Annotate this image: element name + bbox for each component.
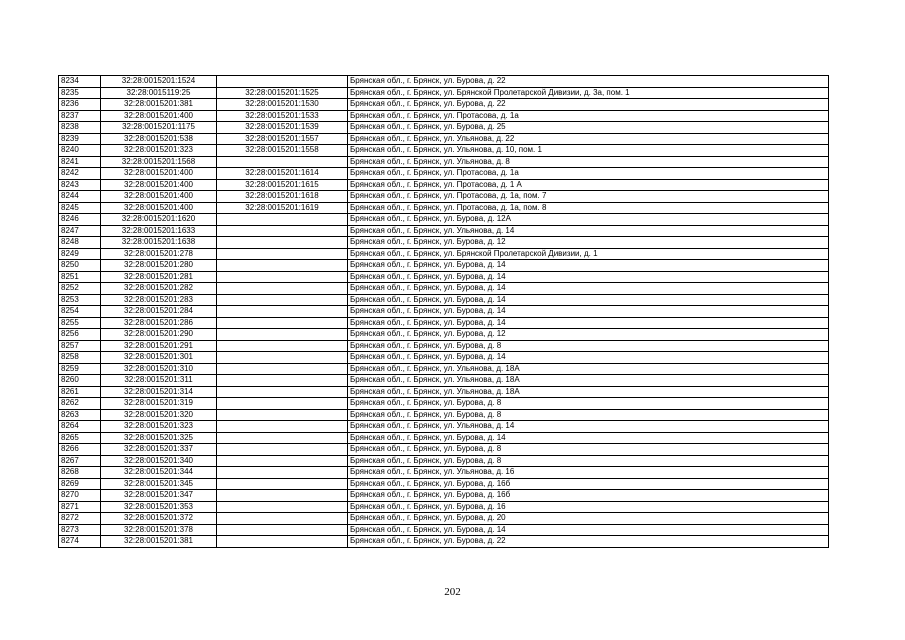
- cadastral-number-cell: 32:28:0015201:323: [101, 145, 217, 157]
- row-number-cell: 8237: [59, 110, 101, 122]
- address-cell: Брянская обл., г. Брянск, ул. Протасова, д. 1а, пом. 7: [348, 191, 829, 203]
- row-number-cell: 8245: [59, 202, 101, 214]
- table-row: [59, 352, 829, 364]
- building-cadastral-cell: [217, 260, 348, 272]
- building-cadastral-cell: [217, 329, 348, 341]
- row-number-cell: 8242: [59, 168, 101, 180]
- building-cadastral-cell: [217, 225, 348, 237]
- cadastral-number-cell: 32:28:0015201:319: [101, 398, 217, 410]
- row-number-cell: 8265: [59, 432, 101, 444]
- cadastral-number-cell: 32:28:0015201:400: [101, 191, 217, 203]
- cadastral-number-cell: 32:28:0015201:301: [101, 352, 217, 364]
- row-number-cell: 8263: [59, 409, 101, 421]
- row-number-cell: 8253: [59, 294, 101, 306]
- row-number-cell: 8261: [59, 386, 101, 398]
- row-number-cell: 8241: [59, 156, 101, 168]
- building-cadastral-cell: [217, 467, 348, 479]
- building-cadastral-cell: 32:28:0015201:1557: [217, 133, 348, 145]
- table-row: [59, 467, 829, 479]
- cadastral-number-cell: 32:28:0015201:1175: [101, 122, 217, 134]
- building-cadastral-cell: [217, 536, 348, 548]
- row-number-cell: 8243: [59, 179, 101, 191]
- cadastral-number-cell: 32:28:0015201:344: [101, 467, 217, 479]
- building-cadastral-cell: [217, 248, 348, 260]
- building-cadastral-cell: [217, 271, 348, 283]
- address-cell: Брянская обл., г. Брянск, ул. Бурова, д. 14: [348, 524, 829, 536]
- row-number-cell: 8254: [59, 306, 101, 318]
- address-cell: Брянская обл., г. Брянск, ул. Брянской Пролетарской Дивизии, д. 3а, пом. 1: [348, 87, 829, 99]
- cadastral-number-cell: 32:28:0015201:314: [101, 386, 217, 398]
- row-number-cell: 8235: [59, 87, 101, 99]
- table-row: [59, 501, 829, 513]
- building-cadastral-cell: 32:28:0015201:1533: [217, 110, 348, 122]
- cadastral-number-cell: 32:28:0015201:278: [101, 248, 217, 260]
- cadastral-number-cell: 32:28:0015201:378: [101, 524, 217, 536]
- building-cadastral-cell: [217, 306, 348, 318]
- table-row: [59, 490, 829, 502]
- building-cadastral-cell: [217, 214, 348, 226]
- cadastral-number-cell: 32:28:0015201:320: [101, 409, 217, 421]
- address-cell: Брянская обл., г. Брянск, ул. Бурова, д. 25: [348, 122, 829, 134]
- building-cadastral-cell: [217, 352, 348, 364]
- cadastral-number-cell: 32:28:0015201:1620: [101, 214, 217, 226]
- cadastral-number-cell: 32:28:0015201:381: [101, 536, 217, 548]
- row-number-cell: 8255: [59, 317, 101, 329]
- address-cell: Брянская обл., г. Брянск, ул. Бурова, д. 12: [348, 237, 829, 249]
- cadastral-number-cell: 32:28:0015201:283: [101, 294, 217, 306]
- table-row: [59, 99, 829, 111]
- address-cell: Брянская обл., г. Брянск, ул. Ульянова, д. 14: [348, 421, 829, 433]
- cadastral-number-cell: 32:28:0015201:284: [101, 306, 217, 318]
- table-row: [59, 133, 829, 145]
- row-number-cell: 8252: [59, 283, 101, 295]
- address-cell: Брянская обл., г. Брянск, ул. Бурова, д. 22: [348, 99, 829, 111]
- address-cell: Брянская обл., г. Брянск, ул. Бурова, д. 16б: [348, 478, 829, 490]
- address-cell: Брянская обл., г. Брянск, ул. Бурова, д. 22: [348, 536, 829, 548]
- table-row: [59, 283, 829, 295]
- row-number-cell: 8257: [59, 340, 101, 352]
- address-cell: Брянская обл., г. Брянск, ул. Бурова, д. 14: [348, 294, 829, 306]
- cadastral-number-cell: 32:28:0015201:310: [101, 363, 217, 375]
- row-number-cell: 8236: [59, 99, 101, 111]
- table-row: [59, 168, 829, 180]
- building-cadastral-cell: [217, 317, 348, 329]
- table-row: [59, 260, 829, 272]
- row-number-cell: 8246: [59, 214, 101, 226]
- cadastral-number-cell: 32:28:0015201:340: [101, 455, 217, 467]
- address-cell: Брянская обл., г. Брянск, ул. Протасова, д. 1а, пом. 8: [348, 202, 829, 214]
- row-number-cell: 8270: [59, 490, 101, 502]
- cadastral-number-cell: 32:28:0015201:1633: [101, 225, 217, 237]
- address-cell: Брянская обл., г. Брянск, ул. Бурова, д. 16б: [348, 490, 829, 502]
- row-number-cell: 8247: [59, 225, 101, 237]
- cadastral-number-cell: 32:28:0015201:281: [101, 271, 217, 283]
- table-row: [59, 455, 829, 467]
- address-cell: Брянская обл., г. Брянск, ул. Бурова, д. 12: [348, 329, 829, 341]
- building-cadastral-cell: [217, 409, 348, 421]
- cadastral-number-cell: 32:28:0015201:1524: [101, 76, 217, 88]
- row-number-cell: 8234: [59, 76, 101, 88]
- table-row: [59, 478, 829, 490]
- row-number-cell: 8272: [59, 513, 101, 525]
- address-cell: Брянская обл., г. Брянск, ул. Ульянова, д. 16: [348, 467, 829, 479]
- building-cadastral-cell: [217, 444, 348, 456]
- cadastral-number-cell: 32:28:0015201:400: [101, 110, 217, 122]
- table-row: [59, 237, 829, 249]
- address-cell: Брянская обл., г. Брянск, ул. Бурова, д. 16: [348, 501, 829, 513]
- row-number-cell: 8262: [59, 398, 101, 410]
- address-cell: Брянская обл., г. Брянск, ул. Бурова, д. 8: [348, 455, 829, 467]
- row-number-cell: 8250: [59, 260, 101, 272]
- cadastral-number-cell: 32:28:0015201:1638: [101, 237, 217, 249]
- address-cell: Брянская обл., г. Брянск, ул. Ульянова, д. 18А: [348, 363, 829, 375]
- address-cell: Брянская обл., г. Брянск, ул. Бурова, д. 20: [348, 513, 829, 525]
- table-row: [59, 398, 829, 410]
- cadastral-number-cell: 32:28:0015201:372: [101, 513, 217, 525]
- building-cadastral-cell: [217, 513, 348, 525]
- cadastral-number-cell: 32:28:0015201:400: [101, 202, 217, 214]
- building-cadastral-cell: [217, 455, 348, 467]
- table-row: [59, 306, 829, 318]
- cadastral-number-cell: 32:28:0015201:323: [101, 421, 217, 433]
- row-number-cell: 8239: [59, 133, 101, 145]
- table-row: [59, 536, 829, 548]
- table-row: [59, 386, 829, 398]
- cadastral-number-cell: 32:28:0015201:381: [101, 99, 217, 111]
- row-number-cell: 8238: [59, 122, 101, 134]
- building-cadastral-cell: 32:28:0015201:1539: [217, 122, 348, 134]
- address-cell: Брянская обл., г. Брянск, ул. Бурова, д. 12А: [348, 214, 829, 226]
- table-row: [59, 271, 829, 283]
- cadastral-number-cell: 32:28:0015201:1568: [101, 156, 217, 168]
- row-number-cell: 8269: [59, 478, 101, 490]
- cadastral-number-cell: 32:28:0015201:400: [101, 168, 217, 180]
- row-number-cell: 8266: [59, 444, 101, 456]
- cadastral-number-cell: 32:28:0015201:282: [101, 283, 217, 295]
- table-row: [59, 214, 829, 226]
- building-cadastral-cell: [217, 386, 348, 398]
- table-row: [59, 87, 829, 99]
- table-row: [59, 444, 829, 456]
- address-cell: Брянская обл., г. Брянск, ул. Бурова, д. 14: [348, 271, 829, 283]
- address-cell: Брянская обл., г. Брянск, ул. Бурова, д. 8: [348, 340, 829, 352]
- table-row: [59, 513, 829, 525]
- table-row: [59, 409, 829, 421]
- row-number-cell: 8256: [59, 329, 101, 341]
- table-row: [59, 340, 829, 352]
- address-cell: Брянская обл., г. Брянск, ул. Бурова, д. 8: [348, 398, 829, 410]
- table-row: [59, 524, 829, 536]
- cadastral-number-cell: 32:28:0015201:337: [101, 444, 217, 456]
- table-row: [59, 156, 829, 168]
- building-cadastral-cell: [217, 490, 348, 502]
- building-cadastral-cell: [217, 432, 348, 444]
- address-cell: Брянская обл., г. Брянск, ул. Бурова, д. 14: [348, 260, 829, 272]
- table-row: [59, 317, 829, 329]
- address-cell: Брянская обл., г. Брянск, ул. Протасова, д. 1а: [348, 168, 829, 180]
- building-cadastral-cell: 32:28:0015201:1618: [217, 191, 348, 203]
- building-cadastral-cell: 32:28:0015201:1614: [217, 168, 348, 180]
- table-row: [59, 329, 829, 341]
- address-cell: Брянская обл., г. Брянск, ул. Ульянова, д. 8: [348, 156, 829, 168]
- cadastral-number-cell: 32:28:0015201:353: [101, 501, 217, 513]
- address-cell: Брянская обл., г. Брянск, ул. Бурова, д. 14: [348, 283, 829, 295]
- address-cell: Брянская обл., г. Брянск, ул. Протасова, д. 1 А: [348, 179, 829, 191]
- table-row: [59, 76, 829, 88]
- cadastral-number-cell: 32:28:0015119:25: [101, 87, 217, 99]
- address-cell: Брянская обл., г. Брянск, ул. Бурова, д. 22: [348, 76, 829, 88]
- row-number-cell: 8240: [59, 145, 101, 157]
- row-number-cell: 8264: [59, 421, 101, 433]
- row-number-cell: 8267: [59, 455, 101, 467]
- cadastral-number-cell: 32:28:0015201:290: [101, 329, 217, 341]
- cadastral-number-cell: 32:28:0015201:291: [101, 340, 217, 352]
- building-cadastral-cell: [217, 524, 348, 536]
- cadastral-number-cell: 32:28:0015201:347: [101, 490, 217, 502]
- building-cadastral-cell: 32:28:0015201:1615: [217, 179, 348, 191]
- building-cadastral-cell: [217, 294, 348, 306]
- building-cadastral-cell: [217, 421, 348, 433]
- building-cadastral-cell: [217, 340, 348, 352]
- cadastral-number-cell: 32:28:0015201:311: [101, 375, 217, 387]
- row-number-cell: 8259: [59, 363, 101, 375]
- table-row: [59, 110, 829, 122]
- table-row: [59, 363, 829, 375]
- building-cadastral-cell: [217, 76, 348, 88]
- building-cadastral-cell: 32:28:0015201:1530: [217, 99, 348, 111]
- row-number-cell: 8268: [59, 467, 101, 479]
- row-number-cell: 8244: [59, 191, 101, 203]
- building-cadastral-cell: [217, 501, 348, 513]
- building-cadastral-cell: [217, 283, 348, 295]
- table-row: [59, 432, 829, 444]
- table-row: [59, 145, 829, 157]
- row-number-cell: 8271: [59, 501, 101, 513]
- building-cadastral-cell: 32:28:0015201:1525: [217, 87, 348, 99]
- cadastral-number-cell: 32:28:0015201:325: [101, 432, 217, 444]
- row-number-cell: 8249: [59, 248, 101, 260]
- table-row: [59, 375, 829, 387]
- address-cell: Брянская обл., г. Брянск, ул. Бурова, д. 8: [348, 444, 829, 456]
- page-number: 202: [444, 586, 461, 598]
- building-cadastral-cell: [217, 478, 348, 490]
- table-row: [59, 202, 829, 214]
- row-number-cell: 8260: [59, 375, 101, 387]
- cadastral-number-cell: 32:28:0015201:400: [101, 179, 217, 191]
- address-cell: Брянская обл., г. Брянск, ул. Ульянова, д. 18А: [348, 386, 829, 398]
- address-cell: Брянская обл., г. Брянск, ул. Ульянова, д. 10, пом. 1: [348, 145, 829, 157]
- property-registry-table: [58, 75, 829, 548]
- cadastral-number-cell: 32:28:0015201:286: [101, 317, 217, 329]
- table-row: [59, 179, 829, 191]
- row-number-cell: 8273: [59, 524, 101, 536]
- cadastral-number-cell: 32:28:0015201:280: [101, 260, 217, 272]
- address-cell: Брянская обл., г. Брянск, ул. Брянской Пролетарской Дивизии, д. 1: [348, 248, 829, 260]
- address-cell: Брянская обл., г. Брянск, ул. Бурова, д. 14: [348, 352, 829, 364]
- cadastral-number-cell: 32:28:0015201:538: [101, 133, 217, 145]
- registry-table-body: [59, 76, 829, 548]
- table-row: [59, 122, 829, 134]
- building-cadastral-cell: [217, 237, 348, 249]
- table-row: [59, 421, 829, 433]
- address-cell: Брянская обл., г. Брянск, ул. Ульянова, д. 18А: [348, 375, 829, 387]
- building-cadastral-cell: 32:28:0015201:1558: [217, 145, 348, 157]
- address-cell: Брянская обл., г. Брянск, ул. Бурова, д. 8: [348, 409, 829, 421]
- table-row: [59, 225, 829, 237]
- address-cell: Брянская обл., г. Брянск, ул. Протасова, д. 1а: [348, 110, 829, 122]
- cadastral-number-cell: 32:28:0015201:345: [101, 478, 217, 490]
- address-cell: Брянская обл., г. Брянск, ул. Бурова, д. 14: [348, 306, 829, 318]
- building-cadastral-cell: [217, 363, 348, 375]
- building-cadastral-cell: 32:28:0015201:1619: [217, 202, 348, 214]
- address-cell: Брянская обл., г. Брянск, ул. Ульянова, д. 22: [348, 133, 829, 145]
- row-number-cell: 8251: [59, 271, 101, 283]
- address-cell: Брянская обл., г. Брянск, ул. Ульянова, д. 14: [348, 225, 829, 237]
- table-row: [59, 248, 829, 260]
- address-cell: Брянская обл., г. Брянск, ул. Бурова, д. 14: [348, 317, 829, 329]
- row-number-cell: 8274: [59, 536, 101, 548]
- row-number-cell: 8258: [59, 352, 101, 364]
- building-cadastral-cell: [217, 375, 348, 387]
- building-cadastral-cell: [217, 398, 348, 410]
- address-cell: Брянская обл., г. Брянск, ул. Бурова, д. 14: [348, 432, 829, 444]
- table-row: [59, 191, 829, 203]
- row-number-cell: 8248: [59, 237, 101, 249]
- table-row: [59, 294, 829, 306]
- building-cadastral-cell: [217, 156, 348, 168]
